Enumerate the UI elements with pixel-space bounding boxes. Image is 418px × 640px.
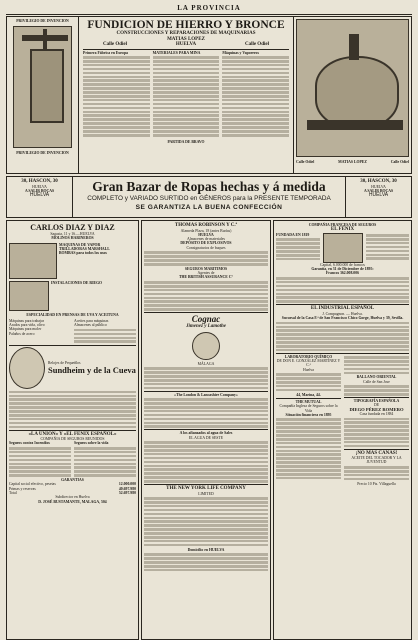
steam-machine-illustration: [296, 19, 409, 157]
foundry-subtitle: CONSTRUCCIONES Y REPARACIONES DE MAQUINARIAS: [116, 31, 256, 36]
industrial-sucursal: Sucursal de la Casa F.ª de San Francisco Chico Gorge, Huelva y 39, Sevilla.: [281, 316, 404, 321]
diaz-l1: MAQUINAS DE VAPOR: [59, 242, 101, 247]
foundry-footer: PARTIDA DE BRAVO: [167, 139, 205, 144]
banner-left-bot: A SALIR BOCAS: [24, 188, 55, 193]
city: HUELVA: [175, 42, 197, 47]
press-illustration-panel: [7, 17, 79, 173]
diaz-l4: INSTALACIONES DE RIEGO: [51, 280, 102, 285]
foundry-columns: [83, 51, 289, 138]
foundry-ad: [6, 16, 412, 174]
banner-center: [73, 177, 345, 217]
banner-title: Gran Bazar de Ropas hechas y á medida: [92, 179, 326, 194]
tipografia-title: TIPOGRAFÍA ESPAÑOLA: [353, 399, 400, 404]
newyork-title: THE NEW YORK LIFE COMPANY: [166, 486, 246, 491]
robinson-sub3: Consignatarios de buques: [186, 245, 226, 250]
banner-left-mid: HUELVA: [32, 184, 47, 189]
union-sub: COMPAÑIA DE SEGUROS REUNIDOS: [40, 437, 105, 442]
ads-columns: [6, 220, 412, 640]
diaz-press-row: [9, 281, 136, 311]
cognac-head: Cognac: [191, 314, 221, 325]
diaz-machines-row: [9, 243, 136, 279]
canas-title: ¡NO MAS CANAS!: [355, 450, 398, 456]
robinson-seguros: SEGUROS MARITIMOS: [184, 266, 228, 271]
col2-head: MATERIALES PARA MINA: [152, 50, 201, 55]
mutual-sub: Compañía Inglesa de Seguros sobre la Vida: [279, 404, 338, 413]
lab-sub: DE DON E. GONZÁLEZ MARTÍNEZ Y C.ª: [276, 359, 341, 368]
fenix-capital: Capital, 6.000.000 de francos: [320, 262, 365, 267]
diaz-l8: Máquinas para moler: [9, 327, 42, 332]
sundheim-ad: [9, 347, 136, 389]
left-column: [6, 220, 139, 640]
sales-head: EL AGUA DE SESTE: [188, 435, 224, 440]
banner-right-top: 30, HASCON, 30: [360, 179, 397, 184]
foundry-text-panel: [79, 17, 293, 173]
perez-sub: Casa fundada en 1884: [359, 411, 394, 416]
foundry-address-row: [83, 42, 289, 48]
newyork-sub: LIMITED: [198, 491, 214, 496]
banner-right: [345, 177, 411, 217]
robinson-address: Alameda Plaza, 18 (antes Burías): [180, 228, 232, 233]
sundheim-title: Sundheim y de la Cueva: [48, 365, 136, 376]
diaz-l5: ESPECIALIDAD EN PRENSAS DE UVA Y ACEITUNA: [26, 312, 119, 317]
diaz-l11: Almacenes al público: [74, 323, 107, 328]
fenix-fundada: FUNDADA EN 1819: [276, 232, 310, 237]
diaz-list: [9, 319, 136, 344]
robinson-title: THOMAS ROBINSON Y C.ª: [174, 223, 238, 228]
union-agent: Subdirector en Huelva: [55, 495, 90, 500]
union-cols: [9, 441, 136, 478]
phoenix-emblem-icon: [323, 233, 363, 263]
engine-caption-row: [296, 160, 409, 164]
newyork-domicilio: Domicilio en HUELVA: [187, 547, 225, 552]
mutual-situacion: Situación financiera en 1895: [285, 412, 332, 417]
union-title: «LA UNION» Y «EL FENIX ESPAÑOL»: [28, 431, 117, 437]
sundheim-small: Relojes de Pequeñlos: [48, 361, 81, 366]
banner-left: [7, 177, 73, 217]
address-left: Calle Odiel: [103, 42, 128, 47]
robinson-sub1: Almacenes de materiales: [187, 237, 225, 242]
banner-line2: COMPLETO y VARIADO SURTIDO en GÉNEROS para la PRESENTE TEMPORADA: [87, 195, 331, 202]
engine-caption-right: Calle Odiel: [390, 160, 409, 164]
cafe-sub: Calle de San Jose: [363, 379, 390, 384]
diaz-l10: Aceites para máquinas: [74, 318, 109, 323]
diaz-l3: BOMBAS para todos los usos: [59, 251, 107, 256]
fenix-body: [276, 233, 409, 263]
foundry-title: FUNDICION DE HIERRO Y BRONCE: [87, 19, 285, 31]
union-incendio: Seguros contra Incendios: [9, 441, 50, 446]
banner-line3: SE GARANTIZA LA BUENA CONFECCIÓN: [135, 204, 283, 211]
banner-right-bot: A SALIR BOCAS: [363, 188, 394, 193]
banner-right-mid: HUELVA: [371, 184, 386, 189]
robinson-british: THE BRITISH ASSURANCE C°: [179, 275, 233, 280]
tipografia-de: DE: [373, 403, 380, 408]
col3-head: Máquinas y Vaporeros: [222, 50, 259, 55]
fenix-title: EL FÉNIX: [330, 227, 355, 233]
vienna-title: A los afianzados al agua de Sales: [179, 431, 233, 436]
diaz-l9: Palaños de acero: [9, 331, 35, 336]
engine-caption-mid: MATIAS LOPEZ: [338, 160, 367, 164]
col1-text: [83, 56, 150, 136]
diaz-l6: Máquinas para trabajar: [9, 318, 44, 323]
col1-head: Primera Fábrica en Europa: [83, 50, 128, 55]
bazar-banner: [6, 176, 412, 218]
robinson-city: HUELVA: [198, 232, 214, 237]
right-column: [273, 220, 412, 640]
col3-text: [222, 56, 289, 136]
header-rule: [6, 14, 412, 15]
union-agent-name: D. JOSÉ BUSTAMANTE, MALAGA, 504: [38, 499, 107, 504]
fenix-garantia-value: Francos 362.008.006: [325, 271, 359, 276]
union-g2: Primas y reservas 40.697.980: [9, 486, 136, 491]
wine-press-icon: [9, 281, 49, 311]
robinson-british-head: Agentes de: [197, 271, 215, 276]
lab-city: Huelva: [303, 367, 314, 372]
engine-illustration-panel: [293, 17, 411, 173]
perez-title: DIEGO PÉREZ ROMERO: [349, 406, 404, 412]
address-right: Calle Odiel: [244, 42, 269, 47]
banner-left-city: HUELVA: [29, 192, 50, 199]
industrial-sub: J. Compagnon. — Huelva.: [322, 311, 363, 316]
union-g1: Capital social efectivo, pesetas 12.000.000: [9, 482, 136, 487]
lab-address: 44, Marina, 44.: [296, 392, 321, 397]
wine-press-illustration: [13, 26, 72, 148]
union-garantias: GARANTIAS: [61, 478, 84, 483]
union-g3: Total 52.697.980: [9, 490, 136, 495]
page-header: LA PROVINCIA: [177, 4, 241, 12]
diaz-l2: TRILLADORAS MARSHALL: [59, 246, 110, 251]
cafe-title: BALLANO ORIENTAL: [356, 375, 397, 380]
col2-text: [153, 56, 220, 136]
diaz-address: Sagasta, 11 y 16.—HUELVA: [50, 232, 95, 236]
diaz-title: CARLOS DIAZ Y DIAZ: [30, 223, 115, 232]
banner-right-city: HUELVA: [368, 192, 389, 199]
canas-sub: ACEITE DEL TOCADOR Y LA JUVENTUD: [351, 456, 402, 465]
right-lower: [276, 355, 409, 486]
cognac-city: MÁLAGA: [197, 361, 215, 366]
privilege-caption-bottom: PRIVILEGIO DE INVENCION: [16, 151, 69, 156]
mutual-title: THE MUTUAL: [295, 399, 322, 404]
industrial-title: EL INDUSTRIAL ESPAÑOL: [310, 306, 375, 312]
steam-engine-icon: [9, 243, 57, 279]
fenix-company: COMPAÑIA FRANCESA DE SEGUROS: [308, 223, 377, 227]
foundry-owner: MATIAS LOPEZ: [167, 36, 205, 42]
banner-left-top: 30, HASCON, 30: [21, 179, 58, 184]
canas-price: Precio 10 Pts. Villaguella: [357, 481, 396, 486]
coat-of-arms-icon: [9, 347, 45, 389]
engine-caption-left: Calle Odiel: [296, 160, 315, 164]
robinson-sub2: DEPÓSITO DE EXPLOSIVOS: [180, 241, 232, 246]
middle-column: [141, 220, 271, 640]
union-vida: Seguros sobre la vida: [74, 441, 109, 446]
cognac-medal-icon: [192, 332, 220, 360]
diaz-l7: Arados para viña, olivo: [9, 323, 45, 328]
cognac-brand: Jimenez y Lamothe: [186, 324, 226, 330]
london-title: «The London & Lancashire Company»: [174, 392, 238, 397]
fenix-garantia: Garantía, en 31 de Diciembre de 1895:: [311, 267, 374, 272]
diaz-sub: MOLINOS HARINEROS: [51, 236, 94, 241]
privilege-caption-top: PRIVILEGIO DE INVENCION: [16, 19, 69, 23]
lab-title: LABORATORIO QUÍMICO: [284, 354, 333, 359]
sundheim-text: [9, 391, 136, 429]
